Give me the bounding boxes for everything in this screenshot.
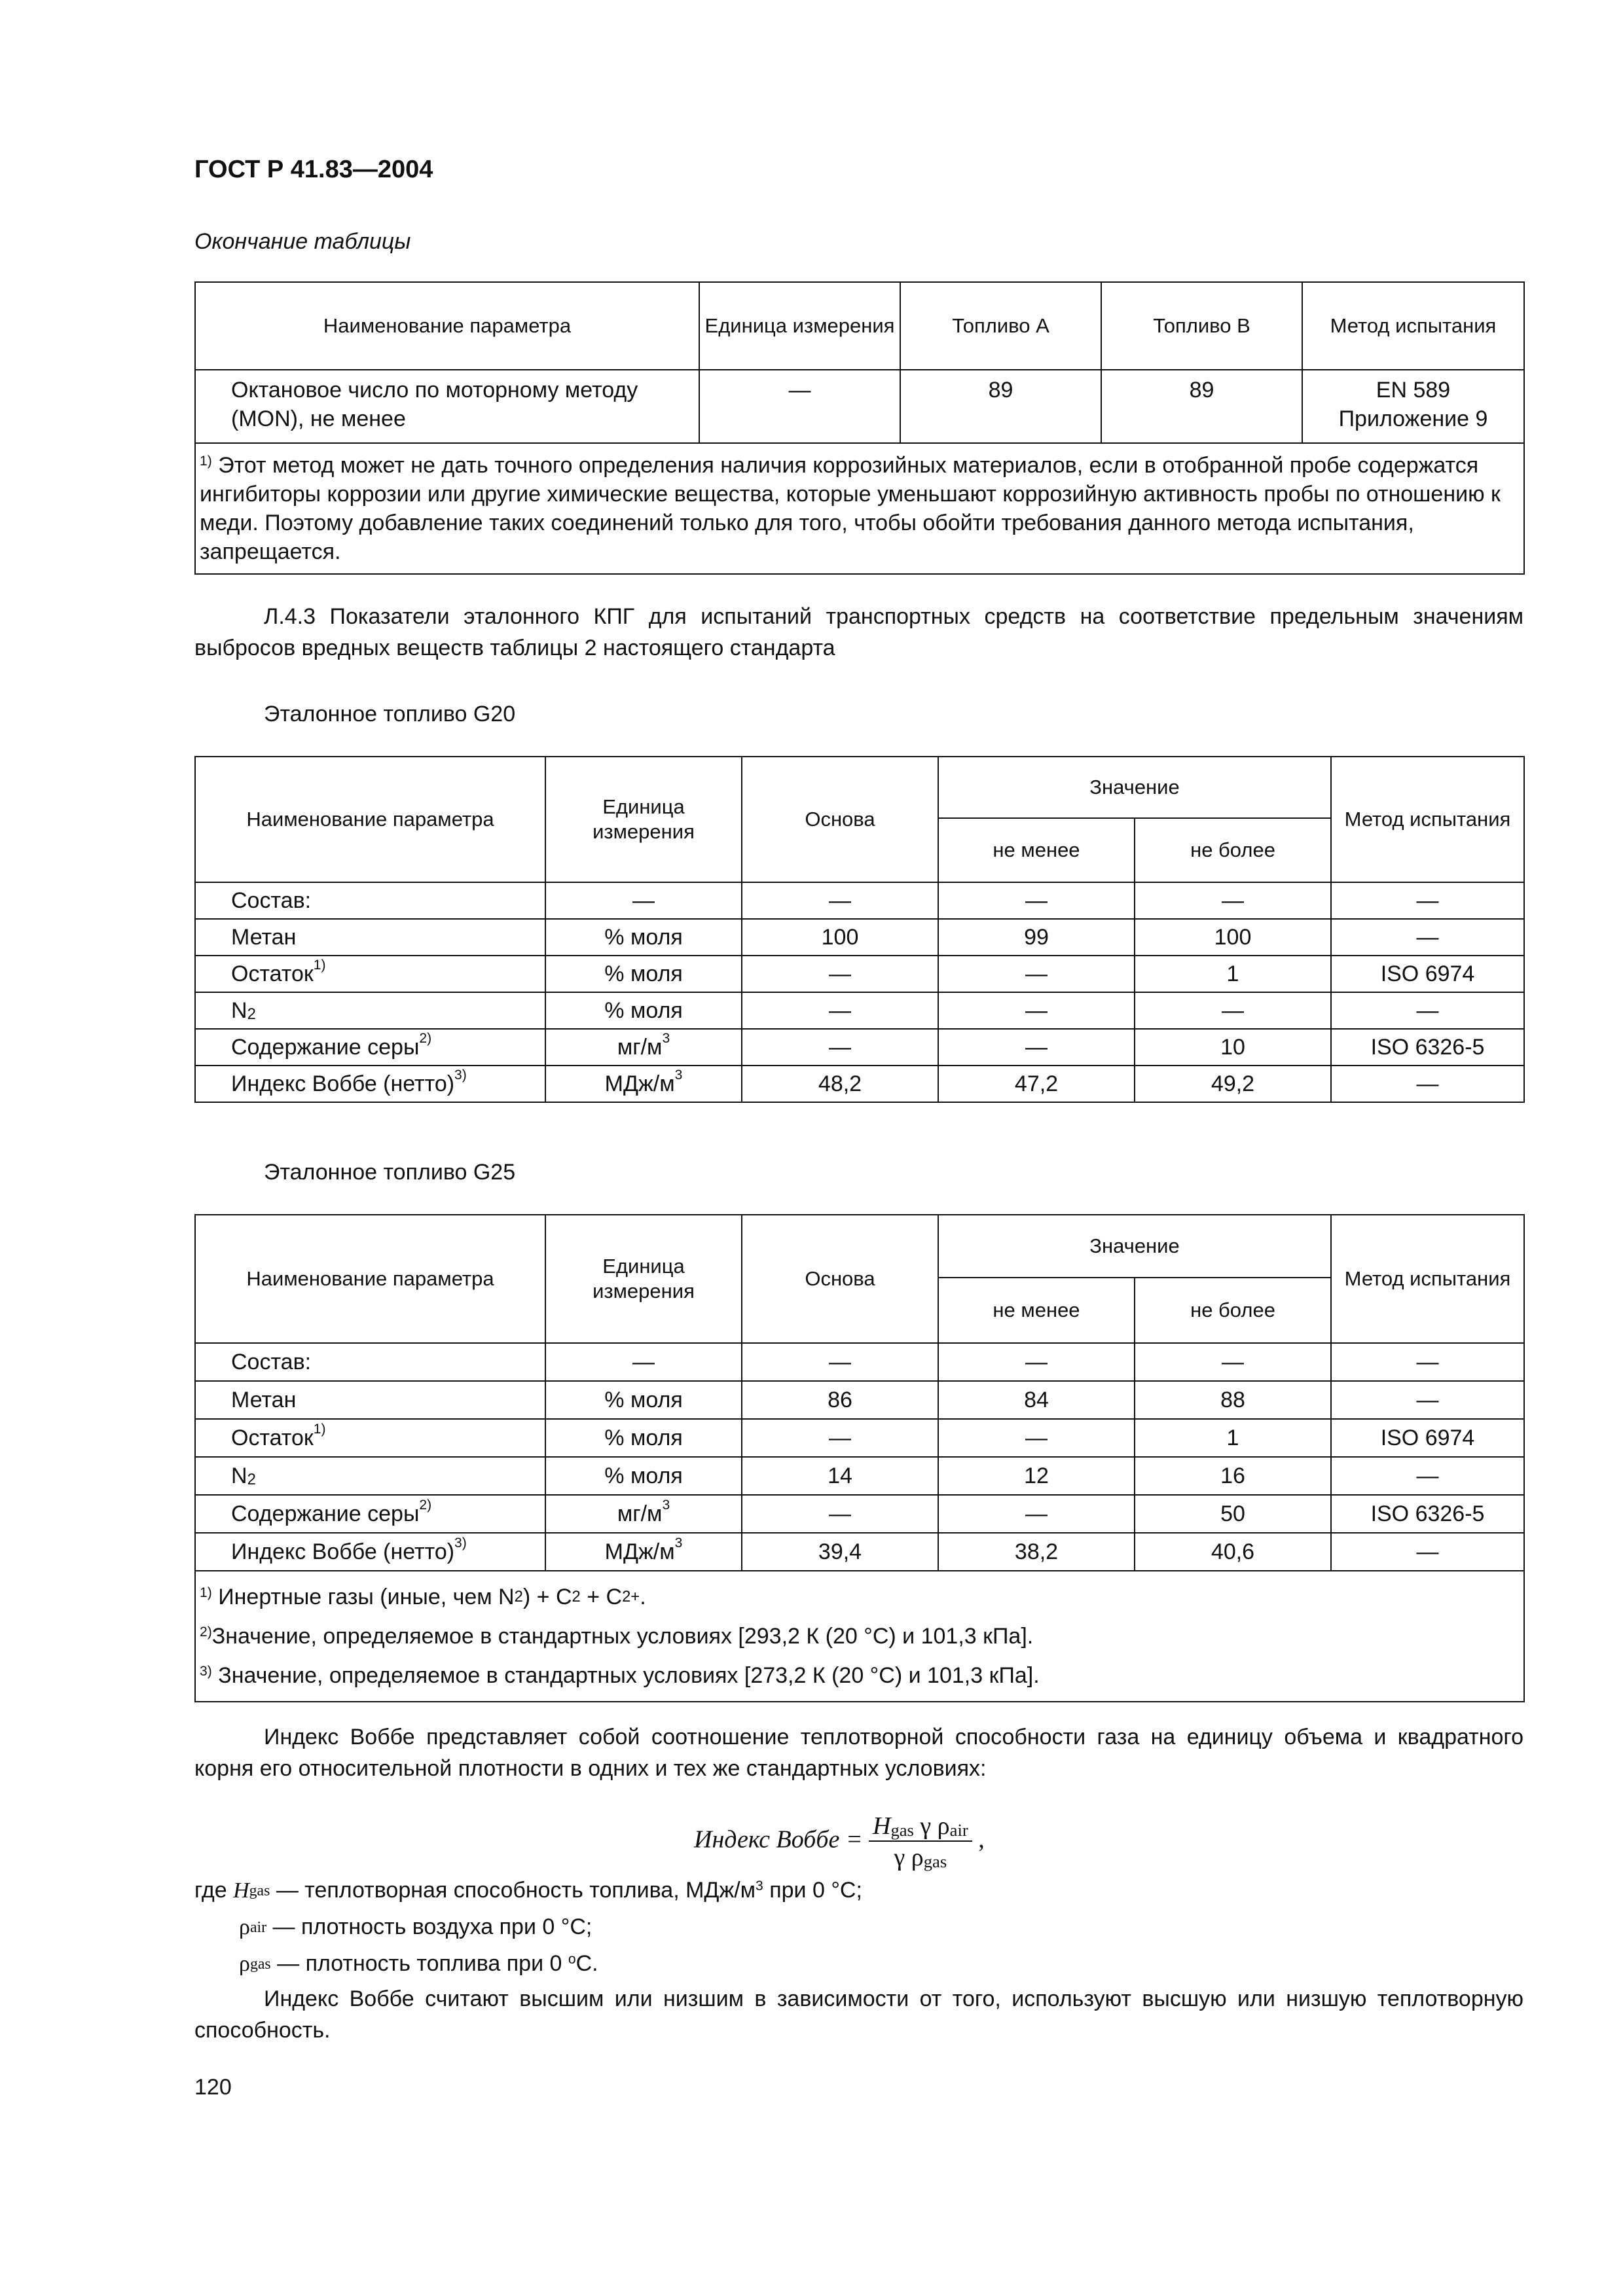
cell-base: —: [742, 956, 938, 992]
wobbe-final: Индекс Воббе считают высшим или низшим в зависимости от того, используют высшую или низшую теплотворную способность.: [194, 1986, 1523, 2043]
g25-note-3: $^{3)}$ Значение, определяемое в стандартных условиях [273,2 К (20 °С) и 101,3 кПа].: [200, 1663, 1040, 1688]
document-header: ГОСТ Р 41.83—2004: [194, 156, 433, 183]
footnote-cell: [195, 443, 1524, 574]
table-row: [195, 1343, 1524, 1381]
cell-max: 50: [1135, 1495, 1331, 1533]
table-row: [195, 1533, 1524, 1571]
cell-method: —: [1331, 992, 1524, 1029]
wobbe-formula: Индекс Воббе = $\frac{\text{Hgas γ ρair}}{\text{γ ρgas}}$ ,: [694, 1812, 985, 1871]
formula-denominator: γ ρgas: [894, 1844, 947, 1871]
g20-header-value: Значение: [938, 757, 1331, 818]
where-rho-air-line: ρair — плотность воздуха при 0 °С;: [239, 1914, 593, 1939]
g25-note-2: $^{2)}$Значение, определяемое в стандартных условиях [293,2 К (20 °С) и 101,3 кПа].: [200, 1624, 1034, 1649]
cell-max: —: [1135, 1343, 1331, 1381]
where-h-line: где Hgas — теплотворная способность топлива, МДж/$м^3$ при 0 °С;: [194, 1878, 862, 1903]
table-row: [195, 1419, 1524, 1457]
cell-max: 10: [1135, 1029, 1331, 1066]
cell-base: —: [742, 1419, 938, 1457]
cell-unit: МДж/$м^3$: [545, 1066, 742, 1102]
cell-param: Индекс Воббе (нетто)$^{3)}$: [195, 1533, 545, 1571]
g20-header-method: Метод испытания: [1331, 757, 1524, 882]
table-row: [195, 1066, 1524, 1102]
cell-fuel-a: 89: [900, 370, 1101, 443]
cell-unit: $мг/м^3$: [545, 1029, 742, 1066]
cell-max: 16: [1135, 1457, 1331, 1495]
cell-base: —: [742, 1343, 938, 1381]
cell-max: 88: [1135, 1381, 1331, 1419]
g20-header-unit: Единица измерения: [545, 757, 742, 882]
cell-method: ISO 6326-5: [1331, 1495, 1524, 1533]
cell-base: —: [742, 1029, 938, 1066]
cell-max: 49,2: [1135, 1066, 1331, 1102]
cell-min: —: [938, 1029, 1135, 1066]
g25-caption: Эталонное топливо G25: [264, 1160, 516, 1185]
g20-header-param: Наименование параметра: [195, 757, 545, 882]
table-g20: [194, 756, 1525, 1103]
cell-min: —: [938, 1419, 1135, 1457]
col-header-fuel-b: Топливо В: [1101, 282, 1302, 370]
table-row: [195, 1381, 1524, 1419]
cell-base: 48,2: [742, 1066, 938, 1102]
cell-param: Состав:: [195, 882, 545, 919]
cell-min: 38,2: [938, 1533, 1135, 1571]
cell-unit: % моля: [545, 1381, 742, 1419]
cell-unit: $мг/м^3$: [545, 1495, 742, 1533]
g25-header-base: Основа: [742, 1215, 938, 1343]
cell-param: N2: [195, 1457, 545, 1495]
g25-notes: [195, 1571, 1524, 1702]
cell-unit: % моля: [545, 919, 742, 956]
cell-param: Октановое число по моторному методу (MON), не менее: [195, 370, 699, 443]
g25-note-1: $^{1)}$ Инертные газы (иные, чем N2) + C2 + C2+.: [200, 1585, 646, 1609]
cell-min: 12: [938, 1457, 1135, 1495]
cell-max: 1: [1135, 1419, 1331, 1457]
cell-fuel-b: 89: [1101, 370, 1302, 443]
cell-unit: —: [699, 370, 900, 443]
cell-param: Индекс Воббе (нетто)$^{3)}$: [195, 1066, 545, 1102]
cell-max: 40,6: [1135, 1533, 1331, 1571]
where-rho-gas-line: ρgas — плотность топлива при 0 $^о$С.: [239, 1951, 598, 1976]
g25-header-value: Значение: [938, 1215, 1331, 1278]
cell-param: Содержание серы$^{2)}$: [195, 1495, 545, 1533]
cell-param: Остаток$^{1)}$: [195, 956, 545, 992]
cell-base: 39,4: [742, 1533, 938, 1571]
table-row: [195, 992, 1524, 1029]
g25-header-min: не менее: [938, 1278, 1135, 1343]
cell-max: 100: [1135, 919, 1331, 956]
cell-base: —: [742, 882, 938, 919]
cell-param: Метан: [195, 1381, 545, 1419]
cell-method: ISO 6974: [1331, 1419, 1524, 1457]
g20-caption: Эталонное топливо G20: [264, 702, 516, 726]
cell-method: —: [1331, 1066, 1524, 1102]
cell-unit: —: [545, 882, 742, 919]
g20-header-min: не менее: [938, 818, 1135, 882]
cell-method: —: [1331, 1457, 1524, 1495]
cell-method: —: [1331, 882, 1524, 919]
cell-unit: % моля: [545, 1457, 742, 1495]
cell-param: Метан: [195, 919, 545, 956]
cell-max: —: [1135, 992, 1331, 1029]
cell-min: —: [938, 1343, 1135, 1381]
cell-min: 47,2: [938, 1066, 1135, 1102]
cell-method: —: [1331, 1381, 1524, 1419]
col-header-fuel-a: Топливо А: [900, 282, 1101, 370]
cell-min: —: [938, 1495, 1135, 1533]
wobbe-intro: Индекс Воббе представляет собой соотношение теплотворной способности газа на единицу объема и квадратного корня его относительной плотности в одних и тех же стандартных условиях:: [194, 1725, 1523, 1781]
section-paragraph: Л.4.3 Показатели эталонного КПГ для испытаний транспортных средств на соответствие предельным значениям выбросов вредных веществ таблицы 2 настоящего стандарта: [194, 604, 1523, 660]
g20-header-max: не более: [1135, 818, 1331, 882]
table-octane: [194, 281, 1525, 575]
table-g25: [194, 1214, 1525, 1702]
formula-label: Индекс Воббе =: [694, 1825, 863, 1854]
cell-min: —: [938, 882, 1135, 919]
g25-header-method: Метод испытания: [1331, 1215, 1524, 1343]
cell-base: —: [742, 992, 938, 1029]
footnote-text: Этот метод может не дать точного определения наличия коррозийных материалов, если в отобранной пробе содержатся ингибиторы коррозии или другие химические вещества, которые уменьшают коррозийную активность пробы по отношению к меди. Поэтому добавление таких соединений только для того, чтобы обойти требования данного метода испытания, запрещается.: [200, 453, 1501, 564]
table-row: [195, 1029, 1524, 1066]
cell-method: ISO 6974: [1331, 956, 1524, 992]
formula-numerator: Hgas γ ρair: [869, 1812, 972, 1842]
g20-header-base: Основа: [742, 757, 938, 882]
page-number: 120: [194, 2075, 232, 2100]
cell-method: —: [1331, 1343, 1524, 1381]
cell-method: —: [1331, 1533, 1524, 1571]
cell-param: N2: [195, 992, 545, 1029]
cell-param: Остаток$^{1)}$: [195, 1419, 545, 1457]
g25-header-unit: Единица измерения: [545, 1215, 742, 1343]
table-continuation-caption: Окончание таблицы: [194, 229, 411, 254]
g25-header-max: не более: [1135, 1278, 1331, 1343]
cell-base: 100: [742, 919, 938, 956]
cell-base: —: [742, 1495, 938, 1533]
cell-min: —: [938, 956, 1135, 992]
cell-unit: МДж/$м^3$: [545, 1533, 742, 1571]
col-header-param: Наименование параметра: [195, 282, 699, 370]
table-row: [195, 370, 1524, 443]
col-header-method: Метод испытания: [1302, 282, 1524, 370]
cell-min: —: [938, 992, 1135, 1029]
cell-base: 86: [742, 1381, 938, 1419]
cell-param: Содержание серы$^{2)}$: [195, 1029, 545, 1066]
cell-method: —: [1331, 919, 1524, 956]
table-row: [195, 956, 1524, 992]
cell-unit: % моля: [545, 992, 742, 1029]
cell-base: 14: [742, 1457, 938, 1495]
footnote-mark: 1): [200, 454, 212, 469]
cell-min: 99: [938, 919, 1135, 956]
table-row: [195, 882, 1524, 919]
cell-param: Состав:: [195, 1343, 545, 1381]
cell-method: ISO 6326-5: [1331, 1029, 1524, 1066]
table-row: [195, 919, 1524, 956]
cell-method: EN 589 Приложение 9: [1302, 370, 1524, 443]
cell-unit: % моля: [545, 956, 742, 992]
col-header-unit: Единица измерения: [699, 282, 900, 370]
formula-fraction: [869, 1812, 972, 1872]
cell-unit: —: [545, 1343, 742, 1381]
table-row: [195, 1457, 1524, 1495]
g25-header-param: Наименование параметра: [195, 1215, 545, 1343]
cell-max: 1: [1135, 956, 1331, 992]
cell-unit: % моля: [545, 1419, 742, 1457]
table-row: [195, 1495, 1524, 1533]
cell-max: —: [1135, 882, 1331, 919]
cell-min: 84: [938, 1381, 1135, 1419]
